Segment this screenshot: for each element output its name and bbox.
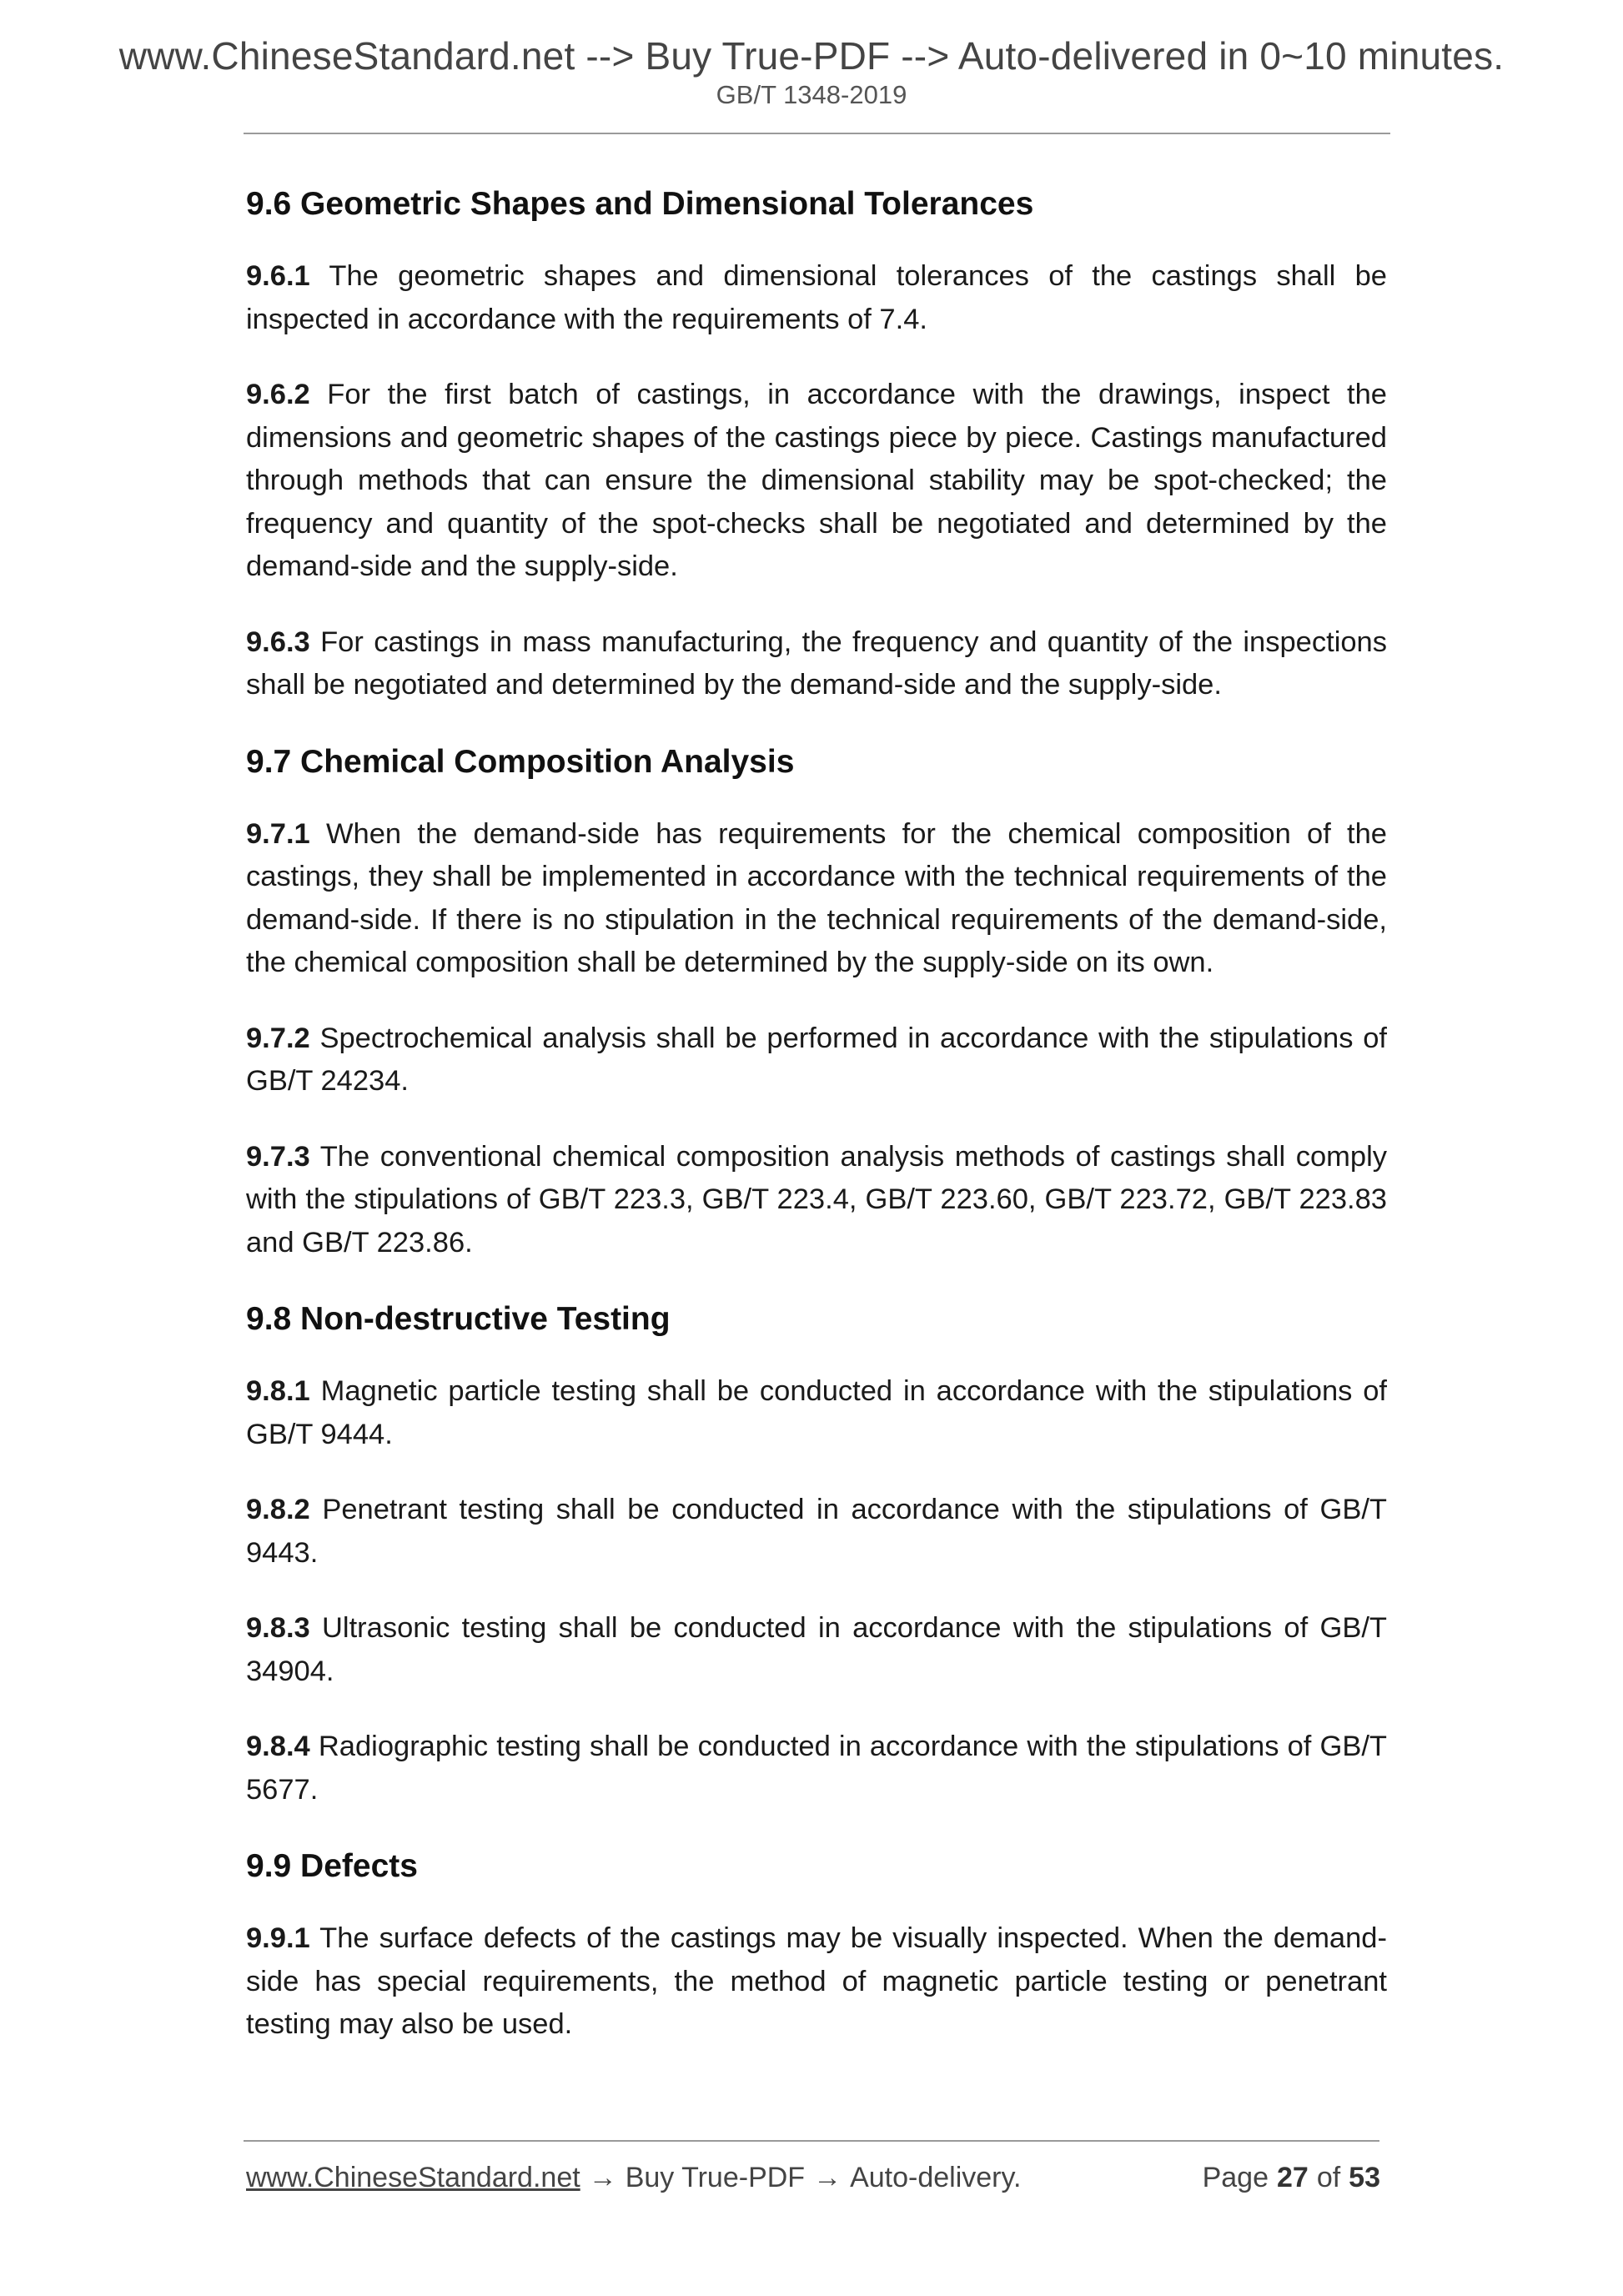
footer-site-link[interactable]: www.ChineseStandard.net [246,2162,580,2193]
clause-text: Penetrant testing shall be conducted in accordance with the stipulations of GB/T 9443. [246,1494,1387,1569]
total-page-number: 53 [1349,2162,1380,2193]
clause-text: Magnetic particle testing shall be conducted in accordance with the stipulations of GB/T 9444. [246,1375,1387,1450]
section-9-9 [246,1844,1387,2047]
clause-number: 9.8.1 [246,1375,310,1407]
clause [246,1017,1387,1103]
clause [246,374,1387,589]
clause [246,621,1387,707]
page-label: Page [1202,2162,1269,2193]
footer-divider [244,2140,1379,2142]
clause-text: When the demand-side has requirements for the chemical composition of the castings, they shall be implemented in accordance with the technical requirements of the demand-side. If there is no stipulation in the technical requirements of the demand-side, the chemical composition shall be determined by the supply-side on its own. [246,817,1387,978]
clause-number: 9.9.1 [246,1922,310,1954]
header-divider [244,133,1390,134]
clause-text: For the first batch of castings, in accordance with the drawings, inspect the dimensions and geometric shapes of the castings piece by piece. Castings manufactured through methods that can ensure the dimensional stability may be spot-checked; the frequency and quantity of the spot-checks shall be negotiated and determined by the demand-side and the supply-side. [246,379,1387,582]
clause-number: 9.7.2 [246,1022,310,1054]
clause-number: 9.6.3 [246,625,310,658]
clause [246,1917,1387,2047]
clause [246,1136,1387,1265]
clause-number: 9.8.2 [246,1494,310,1525]
clause-number: 9.7.1 [246,817,310,850]
clause-text: Spectrochemical analysis shall be performed in accordance with the stipulations of GB/T 24234. [246,1022,1387,1097]
arrow-right-icon: → [813,2162,842,2193]
footer-delivery-text: Auto-delivery. [850,2162,1022,2193]
of-label: of [1316,2162,1341,2193]
current-page-number: 27 [1276,2162,1309,2193]
clause-number: 9.6.1 [246,260,310,292]
clause-number: 9.6.2 [246,379,310,410]
clause-number: 9.8.4 [246,1731,310,1762]
clause-text: Ultrasonic testing shall be conducted in accordance with the stipulations of GB/T 34904. [246,1612,1387,1687]
section-heading: 9.6 Geometric Shapes and Dimensional Tolerances [246,186,1034,222]
site-banner[interactable]: www.ChineseStandard.net --> Buy True-PDF --> Auto-delivered in 0~10 minutes. [118,34,1505,78]
page-footer [246,2162,1380,2203]
clause-text: The conventional chemical composition analysis methods of castings shall comply with the stipulations of GB/T 223.3, GB/T 223.4, GB/T 223.60, GB/T 223.72, GB/T 223.83 and GB/T 223.86. [246,1140,1387,1259]
clause [246,1370,1387,1456]
document-body [246,182,1387,2079]
arrow-right-icon: → [588,2162,617,2193]
section-9-6 [246,182,1387,707]
clause-text: For castings in mass manufacturing, the frequency and quantity of the inspections shall be negotiated and determined by the demand-side and the supply-side. [246,625,1387,701]
clause [246,1726,1387,1811]
clause-text: The surface defects of the castings may be visually inspected. When the demand-side has special requirements, the method of magnetic particle testing or penetrant testing may also be used. [246,1922,1387,2040]
clause-number: 9.7.3 [246,1140,310,1173]
clause-number: 9.8.3 [246,1612,310,1644]
clause [246,255,1387,341]
section-9-8 [246,1297,1387,1811]
footer-buy-text: Buy True-PDF [625,2162,806,2193]
footer-promo [246,2162,1021,2194]
clause-text: The geometric shapes and dimensional tolerances of the castings shall be inspected in accordance with the requirements of 7.4. [246,260,1387,335]
section-heading: 9.7 Chemical Composition Analysis [246,743,795,780]
clause-text: Radiographic testing shall be conducted in accordance with the stipulations of GB/T 5677. [246,1731,1387,1806]
page-indicator [1203,2162,1380,2194]
section-heading: 9.8 Non-destructive Testing [246,1301,671,1337]
clause [246,1607,1387,1693]
section-9-7 [246,740,1387,1265]
clause [246,1489,1387,1575]
section-heading: 9.9 Defects [246,1848,418,1884]
clause [246,813,1387,985]
standard-code: GB/T 1348-2019 [716,80,907,109]
